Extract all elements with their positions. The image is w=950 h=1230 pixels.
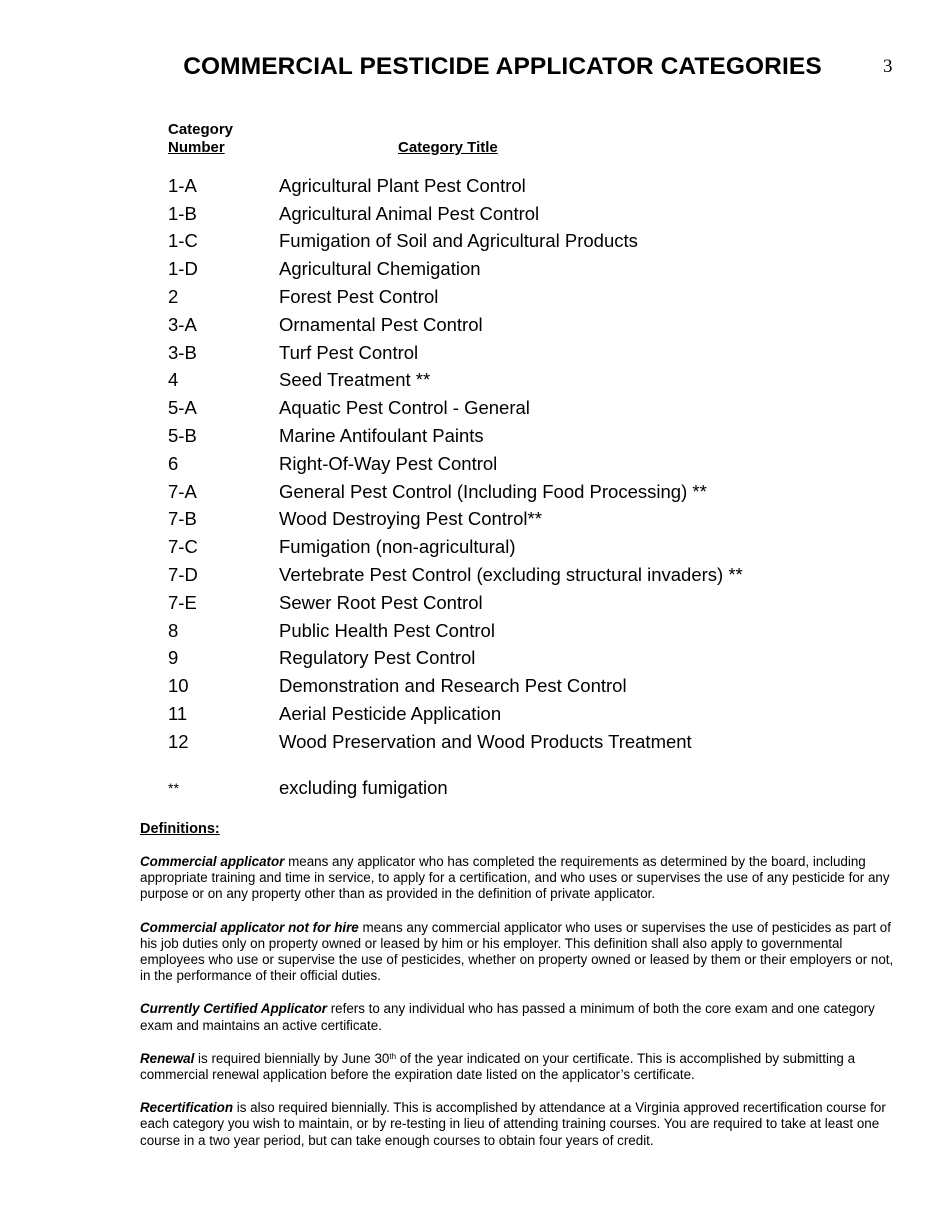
category-title: Turf Pest Control	[279, 341, 419, 363]
definition-term: Recertification	[140, 1100, 234, 1116]
definition-currently-certified-applicator	[140, 1001, 895, 1033]
category-title: Sewer Root Pest Control	[279, 591, 483, 613]
definition-renewal	[140, 1051, 895, 1083]
category-row	[168, 255, 743, 283]
page-number: 3	[883, 56, 893, 77]
category-title: Vertebrate Pest Control (excluding structural invaders) **	[279, 564, 743, 586]
category-title-header: Category Title	[398, 139, 498, 156]
category-row	[168, 339, 743, 367]
definition-text: refers to any individual who has passed a minimum of both the core exam and one category exam and maintains an active certificate.	[140, 1001, 875, 1033]
category-row	[168, 561, 743, 589]
category-row	[168, 478, 743, 506]
category-number-header-line2: Number	[168, 139, 225, 156]
category-number: 3-B	[168, 341, 197, 363]
category-number: 7-B	[168, 508, 197, 530]
definition-recertification	[140, 1100, 895, 1149]
category-title: Public Health Pest Control	[279, 619, 495, 641]
footnote	[168, 777, 448, 799]
page-title: COMMERCIAL PESTICIDE APPLICATOR CATEGORIES	[183, 53, 822, 80]
category-number: 3-A	[168, 313, 197, 335]
definitions-heading: Definitions:	[140, 821, 220, 837]
definition-term: Renewal	[140, 1050, 195, 1066]
definitions	[140, 854, 895, 1166]
definition-text: means any applicator who has completed the requirements as determined by the board, including appropriate training and time in service, to apply for a certification, and who uses or supervises the use of any pesticide for any purpose or on any property other than as provided in the definition of private applicator.	[140, 854, 890, 902]
category-number: 7-A	[168, 480, 197, 502]
category-row	[168, 533, 743, 561]
category-row	[168, 172, 743, 200]
category-title: Marine Antifoulant Paints	[279, 425, 484, 447]
category-number: 11	[168, 703, 188, 725]
category-row	[168, 394, 743, 422]
category-title: Seed Treatment **	[279, 369, 431, 391]
category-number: 5-B	[168, 425, 197, 447]
definition-superscript: th	[389, 1051, 397, 1061]
category-row	[168, 700, 743, 728]
category-title: Aquatic Pest Control - General	[279, 397, 530, 419]
category-number: 6	[168, 452, 179, 474]
definition-text: means any commercial applicator who uses or supervises the use of pesticides as part of his job duties only on property owned or leased by him or his employer. This definition shall also apply to governmental employees who use or supervise the use of pesticides, whether on property owned or leased by them or their employers or not, in the performance of their official duties.	[140, 919, 894, 984]
category-row	[168, 422, 743, 450]
category-row	[168, 589, 743, 617]
category-title: Fumigation (non-agricultural)	[279, 536, 516, 558]
category-row	[168, 617, 743, 645]
category-number: 7-D	[168, 564, 198, 586]
category-number: 8	[168, 619, 179, 641]
category-title: Ornamental Pest Control	[279, 313, 483, 335]
category-title: Regulatory Pest Control	[279, 647, 476, 669]
category-title: Demonstration and Research Pest Control	[279, 675, 627, 697]
category-number: 1-A	[168, 174, 197, 196]
category-number: 1-B	[168, 202, 197, 224]
category-title: Wood Destroying Pest Control**	[279, 508, 542, 530]
category-number: 7-C	[168, 536, 198, 558]
category-number-header-line1: Category	[168, 121, 234, 138]
category-number: 4	[168, 369, 179, 391]
footnote-mark: **	[168, 780, 179, 796]
category-row	[168, 645, 743, 673]
category-title: Right-Of-Way Pest Control	[279, 452, 498, 474]
category-number: 9	[168, 647, 179, 669]
category-title: Agricultural Chemigation	[279, 258, 481, 280]
definition-text: is required biennially by June 30	[194, 1050, 390, 1066]
category-title: Agricultural Animal Pest Control	[279, 202, 540, 224]
category-title: Wood Preservation and Wood Products Treatment	[279, 730, 692, 752]
category-row	[168, 200, 743, 228]
definition-commercial-applicator	[140, 854, 895, 903]
category-row	[168, 311, 743, 339]
category-number-header	[168, 121, 233, 157]
category-title: Fumigation of Soil and Agricultural Products	[279, 230, 638, 252]
definition-text-continued: of the year indicated on your certificate. This is accomplished by submitting a commercial renewal application before the expiration date listed on the applicator’s certificate.	[140, 1050, 856, 1083]
category-number: 1-C	[168, 230, 198, 252]
category-title: Forest Pest Control	[279, 286, 439, 308]
category-row	[168, 450, 743, 478]
category-title: Agricultural Plant Pest Control	[279, 174, 526, 196]
category-number: 2	[168, 286, 179, 308]
category-row	[168, 283, 743, 311]
category-row	[168, 672, 743, 700]
definition-commercial-applicator-not-for-hire	[140, 920, 895, 985]
category-number: 7-E	[168, 591, 197, 613]
category-number: 12	[168, 730, 189, 752]
category-row	[168, 228, 743, 256]
category-title: General Pest Control (Including Food Processing) **	[279, 480, 707, 502]
definition-term: Currently Certified Applicator	[140, 1001, 327, 1017]
category-title: Aerial Pesticide Application	[279, 703, 502, 725]
definition-term: Commercial applicator	[140, 854, 285, 869]
category-row	[168, 367, 743, 395]
category-row	[168, 728, 743, 756]
footnote-text: excluding fumigation	[279, 777, 448, 798]
definition-term: Commercial applicator not for hire	[140, 919, 359, 935]
category-number: 10	[168, 675, 189, 697]
definition-text: is also required biennially. This is accomplished by attendance at a Virginia approved recertification course for each category you wish to maintain, or by re-testing in lieu of attending training courses. You are required to take at least one course in a two year period, but can take enough courses to obtain four years of credit.	[140, 1100, 886, 1148]
category-row	[168, 506, 743, 534]
category-list	[168, 172, 743, 756]
category-number: 5-A	[168, 397, 197, 419]
category-number: 1-D	[168, 258, 198, 280]
